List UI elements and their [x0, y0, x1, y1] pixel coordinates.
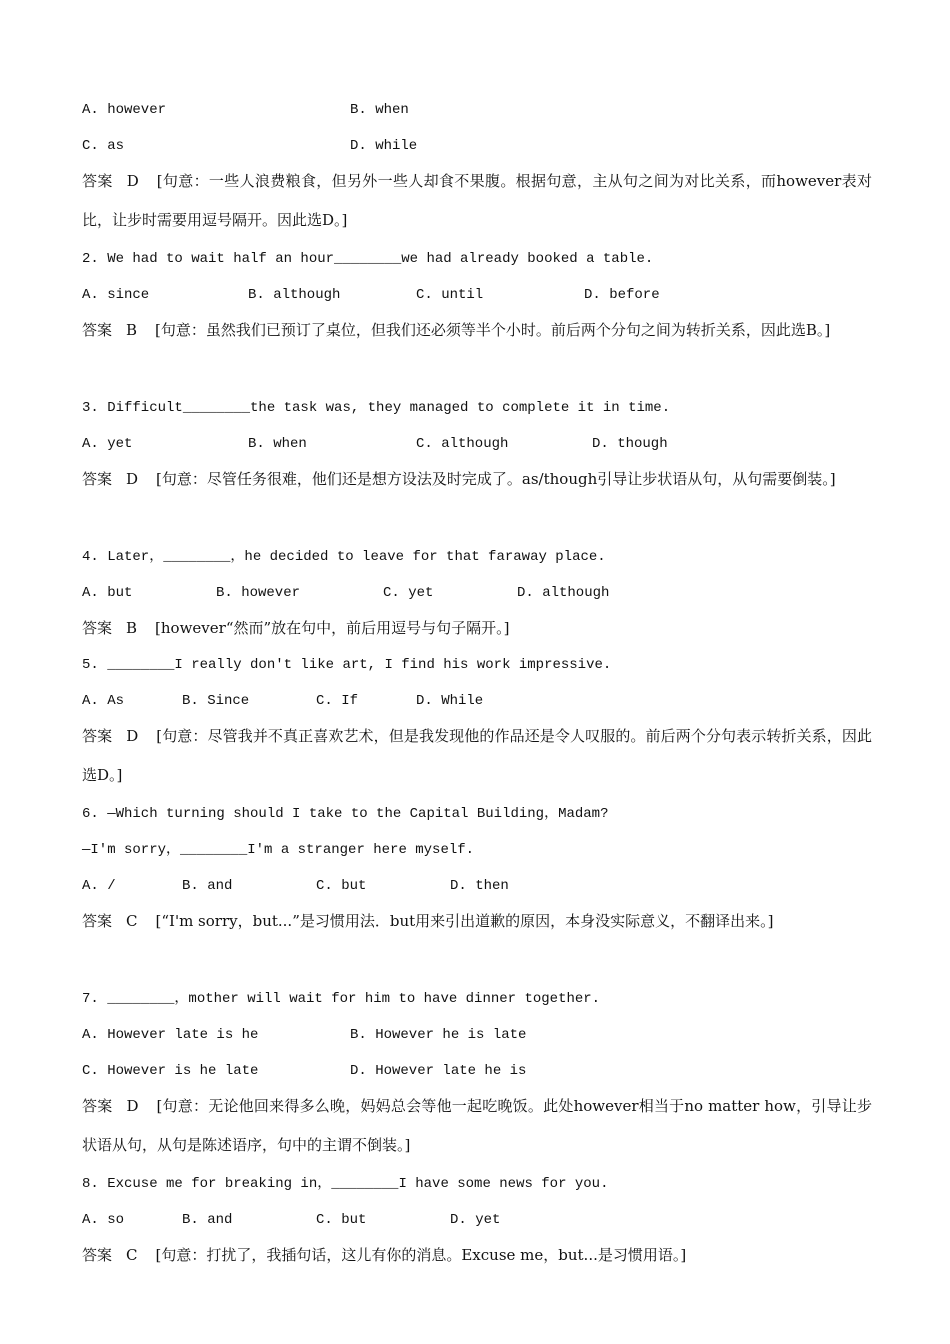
q7-answer	[82, 1087, 872, 1165]
q8-option-d: D. yet	[450, 1212, 501, 1228]
q4-option-d: D. although	[517, 585, 610, 601]
answer-label: 答案	[82, 912, 113, 930]
q8-stem: 8. Excuse me for breaking in，________I have some news for you.	[82, 1176, 609, 1192]
q3-options-row	[82, 434, 882, 454]
q5-options-row	[82, 691, 882, 711]
q4-stem: 4. Later，________，he decided to leave for that faraway place.	[82, 549, 606, 565]
answer-key: D	[126, 1097, 139, 1115]
answer-key: D	[126, 727, 139, 745]
q8-answer	[82, 1236, 872, 1275]
answer-label: 答案	[82, 619, 113, 637]
q1-option-b: B. when	[350, 102, 409, 118]
q2-options-row	[82, 285, 882, 305]
q8-option-a: A. so	[82, 1212, 125, 1228]
q6-answer	[82, 902, 872, 941]
answer-label: 答案	[82, 172, 113, 190]
answer-explanation: [“I'm sorry，but...”是习惯用法．but用来引出道歉的原因，本身没实际意义，不翻译出来。]	[155, 912, 774, 930]
q5-answer	[82, 717, 872, 795]
q8-option-b: B. and	[182, 1212, 233, 1228]
answer-label: 答案	[82, 1097, 113, 1115]
q5-option-a: A. As	[82, 693, 125, 709]
answer-key: B	[126, 619, 138, 637]
q2-option-b: B. although	[248, 287, 341, 303]
q6-stem-reply: —I'm sorry，________I'm a stranger here myself.	[82, 842, 475, 858]
answer-key: D	[126, 470, 139, 488]
answer-label: 答案	[82, 727, 113, 745]
answer-explanation: [句意：虽然我们已预订了桌位，但我们还必须等半个小时。前后两个分句之间为转折关系，因此选B。]	[155, 321, 831, 339]
q7-option-a: A. However late is he	[82, 1027, 259, 1043]
q6-option-a: A. /	[82, 878, 116, 894]
q6-option-b: B. and	[182, 878, 233, 894]
q6-stem: 6. —Which turning should I take to the Capital Building，Madam?	[82, 806, 609, 822]
answer-explanation: [句意：尽管任务很难，他们还是想方设法及时完成了。as/though引导让步状语从句，从句需要倒装。]	[156, 470, 836, 488]
q3-stem: 3. Difficult________the task was, they managed to complete it in time.	[82, 400, 671, 416]
answer-label: 答案	[82, 470, 113, 488]
answer-key: C	[126, 912, 138, 930]
q8-options-row	[82, 1210, 882, 1230]
q1-option-a: A. however	[82, 102, 167, 118]
q6-option-c: C. but	[316, 878, 367, 894]
answer-explanation: [句意：打扰了，我插句话，这儿有你的消息。Excuse me，but...是习惯用语。]	[155, 1246, 687, 1264]
q5-option-c: C. If	[316, 693, 359, 709]
q2-answer	[82, 311, 872, 350]
q1-options-row-1	[82, 100, 882, 120]
q3-option-c: C. although	[416, 436, 509, 452]
answer-explanation: [句意：无论他回来得多么晚，妈妈总会等他一起吃晚饭。此处however相当于no matter how，引导让步状语从句，从句是陈述语序，句中的主谓不倒装。]	[82, 1097, 872, 1154]
q4-options-row	[82, 583, 882, 603]
answer-label: 答案	[82, 321, 113, 339]
q7-option-b: B. However he is late	[350, 1027, 527, 1043]
q3-answer	[82, 460, 872, 499]
q1-options-row-2	[82, 136, 882, 156]
q8-option-c: C. but	[316, 1212, 367, 1228]
q1-answer	[82, 162, 872, 240]
q7-options-row-2	[82, 1061, 882, 1081]
q7-stem: 7. ________，mother will wait for him to have dinner together.	[82, 991, 601, 1007]
answer-key: B	[126, 321, 138, 339]
q7-option-d: D. However late he is	[350, 1063, 527, 1079]
q2-option-a: A. since	[82, 287, 150, 303]
q4-option-c: C. yet	[383, 585, 434, 601]
q1-option-d: D. while	[350, 138, 418, 154]
q7-options-row-1	[82, 1025, 882, 1045]
q5-stem: 5. ________I really don't like art, I find his work impressive.	[82, 657, 612, 673]
answer-label: 答案	[82, 1246, 113, 1264]
q3-option-a: A. yet	[82, 436, 133, 452]
answer-explanation: [however“然而”放在句中，前后用逗号与句子隔开。]	[155, 619, 510, 637]
q4-option-b: B. however	[216, 585, 301, 601]
q3-option-d: D. though	[592, 436, 668, 452]
q6-option-d: D. then	[450, 878, 509, 894]
q2-option-c: C. until	[416, 287, 484, 303]
q1-option-c: C. as	[82, 138, 125, 154]
q4-option-a: A. but	[82, 585, 133, 601]
q5-option-d: D. While	[416, 693, 484, 709]
answer-key: D	[126, 172, 139, 190]
answer-key: C	[126, 1246, 138, 1264]
q7-option-c: C. However is he late	[82, 1063, 259, 1079]
q6-options-row	[82, 876, 882, 896]
q4-answer	[82, 609, 872, 648]
answer-explanation: [句意：一些人浪费粮食，但另外一些人却食不果腹。根据句意，主从句之间为对比关系，而however表对比，让步时需要用逗号隔开。因此选D。]	[82, 172, 872, 229]
q3-option-b: B. when	[248, 436, 307, 452]
q5-option-b: B. Since	[182, 693, 250, 709]
q2-stem: 2. We had to wait half an hour________we had already booked a table.	[82, 251, 654, 267]
q2-option-d: D. before	[584, 287, 660, 303]
answer-explanation: [句意：尽管我并不真正喜欢艺术，但是我发现他的作品还是令人叹服的。前后两个分句表示转折关系，因此选D。]	[82, 727, 872, 784]
